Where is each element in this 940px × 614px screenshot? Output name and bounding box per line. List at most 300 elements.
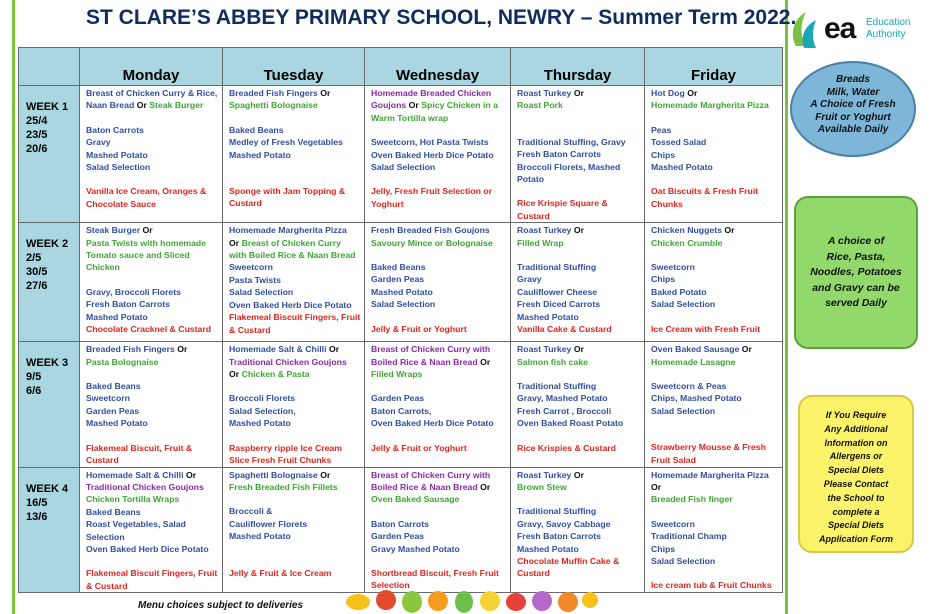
menu-text: Or bbox=[229, 237, 242, 248]
menu-line bbox=[517, 481, 641, 493]
menu-line bbox=[371, 323, 507, 335]
menu-cell-wednesday bbox=[365, 342, 511, 467]
menu-line bbox=[229, 324, 361, 336]
menu-text: Salmon fish cake bbox=[517, 356, 588, 367]
menu-text: Homemade Margherita Pizza bbox=[229, 225, 347, 236]
menu-line bbox=[517, 368, 641, 380]
menu-text: Salad Selection bbox=[371, 162, 436, 173]
menu-line bbox=[517, 173, 641, 185]
menu-line bbox=[651, 429, 779, 441]
menu-text: Or bbox=[185, 469, 197, 480]
menu-text: Tomato sauce and Sliced bbox=[86, 250, 190, 261]
menu-text: Garden Peas bbox=[371, 274, 425, 285]
menu-line bbox=[517, 405, 641, 417]
menu-text: Slice Fresh Fruit Chunks bbox=[229, 455, 332, 466]
menu-line bbox=[651, 469, 779, 481]
menu-text: Sweetcorn, Hot Pasta Twists bbox=[371, 137, 489, 148]
week-date: 9/5 bbox=[26, 371, 42, 384]
menu-text: Breast of Chicken Curry with bbox=[371, 344, 491, 355]
menu-cell-friday bbox=[645, 223, 783, 342]
logo-line: Authority bbox=[866, 29, 906, 40]
header-corner bbox=[19, 48, 80, 86]
menu-line bbox=[229, 430, 361, 442]
menu-text: & Custard bbox=[229, 324, 271, 335]
menu-text: Chips bbox=[651, 543, 676, 554]
menu-text: Yoghurt bbox=[371, 198, 404, 209]
menu-text: Pasta Twists bbox=[229, 274, 281, 285]
week-label: WEEK 4 bbox=[26, 482, 69, 495]
week-label: WEEK 1 bbox=[26, 101, 69, 113]
menu-cell-thursday bbox=[511, 342, 645, 467]
menu-text: Raspberry ripple Ice Cream bbox=[229, 442, 342, 453]
menu-text: Garden Peas bbox=[371, 393, 425, 404]
menu-text: Salad Selection, bbox=[229, 405, 296, 416]
menu-text: Traditional Stuffing, Gravy bbox=[517, 136, 626, 147]
menu-text: Gravy, Savoy Cabbage bbox=[517, 518, 611, 529]
menu-line bbox=[229, 343, 361, 355]
menu-line bbox=[371, 555, 507, 567]
menu-cell-tuesday bbox=[223, 223, 365, 342]
menu-text: Or bbox=[687, 88, 698, 98]
menu-line bbox=[229, 286, 361, 298]
menu-text: Sweetcorn bbox=[229, 262, 273, 273]
fruit-characters-icon bbox=[344, 582, 604, 614]
menu-line bbox=[229, 392, 361, 404]
side-text-line: A Choice of Fresh bbox=[810, 99, 896, 111]
menu-text: Salad Selection bbox=[371, 299, 436, 310]
menu-text: Oven Baked Roast Potato bbox=[517, 418, 624, 429]
menu-line bbox=[371, 149, 507, 161]
menu-text: Traditional Chicken Goujons bbox=[86, 481, 204, 492]
menu-line bbox=[371, 417, 507, 429]
menu-line bbox=[517, 356, 641, 368]
menu-line bbox=[651, 149, 779, 161]
menu-text: Breaded Fish Fingers bbox=[86, 344, 178, 355]
menu-line bbox=[651, 518, 779, 530]
menu-text: Baked Potato bbox=[651, 286, 707, 297]
menu-text: Homemade Salt & Chilli bbox=[229, 344, 329, 355]
menu-line bbox=[651, 161, 779, 173]
week-label: WEEK 2 bbox=[26, 238, 69, 251]
menu-line bbox=[651, 392, 779, 404]
menu-line bbox=[651, 368, 779, 380]
menu-line bbox=[229, 530, 361, 542]
menu-cell-thursday bbox=[511, 86, 645, 223]
menu-text: Sweetcorn & Peas bbox=[651, 381, 727, 392]
menu-text: Mashed Potato bbox=[229, 531, 291, 542]
menu-line bbox=[371, 261, 507, 273]
menu-text: Shortbread Biscuit, Fresh Fruit bbox=[371, 567, 499, 578]
menu-line bbox=[517, 273, 641, 285]
menu-text: Hot Dog bbox=[651, 88, 688, 98]
side-text-line: Information on bbox=[824, 437, 888, 448]
menu-line bbox=[229, 356, 361, 368]
menu-text: Rice Krispie Square & bbox=[517, 198, 608, 209]
menu-text: Breast of Chicken Curry bbox=[241, 237, 342, 248]
menu-line bbox=[229, 368, 361, 380]
menu-text: Savoury Mince or Bolognaise bbox=[371, 237, 493, 248]
menu-line bbox=[651, 323, 779, 335]
day-header-friday: Friday bbox=[645, 48, 783, 86]
menu-text: Or bbox=[320, 469, 331, 480]
menu-cell-monday bbox=[80, 467, 223, 593]
side-text-line: complete a bbox=[832, 506, 880, 517]
menu-line bbox=[86, 99, 219, 111]
menu-text: Tossed Salad bbox=[651, 137, 707, 148]
menu-text: Flakemeal Biscuit Fingers, Fruit bbox=[86, 568, 218, 579]
menu-text: Roast Turkey bbox=[517, 344, 574, 355]
menu-line bbox=[86, 124, 219, 136]
logo-line: Education bbox=[866, 17, 911, 28]
menu-text: Strawberry Mousse & Fresh bbox=[651, 442, 766, 453]
day-header-monday: Monday bbox=[80, 48, 223, 86]
menu-text: Steak Burger bbox=[86, 225, 143, 236]
menu-line bbox=[86, 185, 219, 197]
menu-text: Oven Baked Herb Dice Potato bbox=[371, 149, 494, 160]
menu-line bbox=[86, 442, 219, 454]
menu-text: Roast Pork bbox=[517, 100, 563, 111]
menu-text: Boiled Rice & Naan Bread bbox=[371, 356, 481, 367]
menu-text: Jelly, Fresh Fruit Selection or bbox=[371, 186, 493, 197]
menu-line bbox=[86, 417, 219, 429]
menu-text: Selection bbox=[371, 580, 410, 591]
menu-line bbox=[86, 405, 219, 417]
menu-line bbox=[229, 124, 361, 136]
menu-cell-wednesday bbox=[365, 86, 511, 223]
menu-text: Mashed Potato bbox=[86, 149, 148, 160]
menu-text: Sweetcorn bbox=[86, 393, 130, 404]
menu-text: Homemade Margherita Pizza bbox=[651, 100, 769, 111]
menu-line bbox=[371, 493, 507, 505]
menu-line bbox=[371, 368, 507, 380]
menu-text: Spicy Chicken in a bbox=[421, 100, 498, 111]
menu-line bbox=[229, 261, 361, 273]
week-date: 16/5 bbox=[26, 496, 48, 509]
menu-text: Fresh Baton Carrots bbox=[517, 531, 601, 542]
menu-text: Breaded Fish Fingers bbox=[229, 88, 321, 98]
menu-text: Salad Selection bbox=[651, 405, 716, 416]
menu-line bbox=[229, 224, 361, 236]
menu-text: Custard bbox=[86, 455, 119, 466]
menu-text: Steak Burger bbox=[149, 100, 204, 111]
menu-text: Salad Selection bbox=[229, 287, 294, 298]
menu-line bbox=[517, 505, 641, 517]
menu-text: Or bbox=[480, 356, 491, 367]
menu-line bbox=[517, 323, 641, 335]
menu-line bbox=[229, 299, 361, 311]
menu-line bbox=[371, 506, 507, 518]
page-title: ST CLARE’S ABBEY PRIMARY SCHOOL, NEWRY – Summer Term 2022. bbox=[86, 6, 797, 29]
menu-line bbox=[86, 198, 219, 210]
menu-line bbox=[517, 286, 641, 298]
menu-text: Mashed Potato bbox=[229, 418, 291, 429]
menu-line bbox=[371, 185, 507, 197]
day-header-thursday: Thursday bbox=[511, 48, 645, 86]
menu-text: Warm Tortilla wrap bbox=[371, 112, 449, 123]
menu-text: Homemade Margherita Pizza bbox=[651, 469, 769, 480]
menu-text: Oat Biscuits & Fresh Fruit bbox=[651, 186, 759, 197]
menu-line bbox=[229, 136, 361, 148]
menu-line bbox=[371, 87, 507, 99]
side-text-line: Fruit or Yoghurt bbox=[815, 111, 891, 123]
menu-text: Gravy bbox=[86, 137, 111, 148]
menu-text: Chips bbox=[651, 274, 676, 285]
menu-line bbox=[229, 87, 361, 99]
menu-text: Boiled Rice & Naan Bread bbox=[371, 481, 481, 492]
menu-line bbox=[517, 112, 641, 124]
menu-line bbox=[229, 274, 361, 286]
menu-cell-tuesday bbox=[223, 342, 365, 467]
menu-text: Jelly & Fruit or Yoghurt bbox=[371, 323, 467, 334]
menu-text: Gravy, Broccoli Florets bbox=[86, 286, 181, 297]
menu-line bbox=[229, 149, 361, 161]
menu-text: Fruit Salad bbox=[651, 454, 696, 465]
menu-text: Pasta Bolognaise bbox=[86, 356, 159, 367]
menu-line bbox=[371, 198, 507, 210]
menu-cell-monday bbox=[80, 223, 223, 342]
menu-line bbox=[517, 124, 641, 136]
menu-text: Fresh Baton Carrots bbox=[86, 299, 170, 310]
menu-line bbox=[651, 249, 779, 261]
menu-line bbox=[86, 343, 219, 355]
menu-text: Flakemeal Biscuit Fingers, Fruit bbox=[229, 312, 361, 323]
menu-text: Or bbox=[651, 481, 662, 492]
menu-text: Or bbox=[328, 344, 340, 355]
menu-line bbox=[229, 442, 361, 454]
menu-line bbox=[86, 286, 219, 298]
side-text-line: Breads bbox=[836, 74, 870, 85]
menu-text: Roast Turkey bbox=[517, 225, 574, 236]
menu-table bbox=[18, 47, 783, 593]
menu-text: Oven Baked Sausage bbox=[371, 494, 460, 505]
menu-line bbox=[371, 442, 507, 454]
menu-text: Potato bbox=[517, 174, 545, 185]
menu-text: Fresh Breaded Fish Fillets bbox=[229, 481, 338, 492]
menu-line bbox=[371, 392, 507, 404]
menu-line bbox=[517, 311, 641, 323]
menu-line bbox=[229, 505, 361, 517]
menu-text: Fresh Baton Carrots bbox=[517, 149, 601, 160]
menu-line bbox=[517, 530, 641, 542]
menu-text: Chicken bbox=[86, 262, 120, 273]
menu-line bbox=[371, 380, 507, 392]
menu-text: Selection bbox=[86, 531, 125, 542]
menu-text: Oven Baked Herb Dice Potato bbox=[229, 299, 352, 310]
menu-text: Garden Peas bbox=[371, 531, 425, 542]
side-text-line: the School to bbox=[827, 492, 885, 503]
menu-line bbox=[371, 298, 507, 310]
menu-text: Jelly & Fruit & Ice Cream bbox=[229, 567, 332, 578]
week-date: 27/6 bbox=[26, 280, 48, 293]
menu-text: Oven Baked Herb Dice Potato bbox=[86, 543, 209, 554]
menu-text: Baked Beans bbox=[229, 124, 284, 135]
menu-line bbox=[651, 530, 779, 542]
menu-text: Baked Beans bbox=[86, 381, 141, 392]
menu-line bbox=[651, 481, 779, 493]
menu-text: Breast of Chicken Curry with bbox=[371, 469, 491, 480]
menu-line bbox=[229, 197, 361, 209]
menu-line bbox=[517, 298, 641, 310]
side-text-line: served Daily bbox=[825, 297, 887, 309]
menu-text: Spaghetti Bolognaise bbox=[229, 100, 318, 111]
menu-text: Brown Stew bbox=[517, 481, 567, 492]
menu-line bbox=[371, 286, 507, 298]
menu-text: Ice Cream with Fresh Fruit bbox=[651, 323, 761, 334]
menu-line bbox=[229, 567, 361, 579]
week-date: 23/5 bbox=[26, 129, 48, 141]
menu-text: Homemade Breaded Chicken bbox=[371, 88, 492, 98]
menu-line bbox=[517, 469, 641, 481]
menu-text: Or bbox=[573, 88, 584, 98]
menu-text: Chicken & Pasta bbox=[241, 369, 310, 380]
day-header-row bbox=[19, 48, 783, 86]
menu-text: Mashed Potato bbox=[86, 311, 148, 322]
menu-line bbox=[371, 356, 507, 368]
menu-line bbox=[517, 99, 641, 111]
menu-line bbox=[229, 173, 361, 185]
menu-line bbox=[651, 298, 779, 310]
ea-logo-icon bbox=[790, 10, 824, 50]
menu-line bbox=[229, 237, 361, 249]
menu-line bbox=[651, 579, 779, 591]
menu-line bbox=[517, 442, 641, 454]
menu-line bbox=[371, 567, 507, 579]
day-header-tuesday: Tuesday bbox=[223, 48, 365, 86]
menu-line bbox=[229, 405, 361, 417]
menu-line bbox=[651, 185, 779, 197]
menu-text: Filled Wrap bbox=[517, 237, 564, 248]
menu-text: Mashed Potato bbox=[517, 311, 579, 322]
menu-text: Gravy Mashed Potato bbox=[371, 543, 460, 554]
allergen-info-box bbox=[798, 395, 914, 553]
menu-line bbox=[651, 543, 779, 555]
week-date: 25/4 bbox=[26, 115, 48, 127]
menu-line bbox=[371, 161, 507, 173]
menu-line bbox=[651, 417, 779, 429]
menu-line bbox=[651, 112, 779, 124]
menu-line bbox=[86, 518, 219, 530]
menu-text: Or bbox=[480, 481, 491, 492]
menu-line bbox=[371, 518, 507, 530]
menu-text: Ice cream tub & Fruit Chunks bbox=[651, 580, 772, 591]
footer-note: Menu choices subject to deliveries bbox=[138, 600, 304, 611]
menu-text: Sweetcorn bbox=[651, 518, 695, 529]
menu-text: Roast Turkey bbox=[517, 469, 574, 480]
menu-text: Broccoli Florets bbox=[229, 393, 296, 404]
side-text-line: Milk, Water bbox=[826, 86, 880, 98]
menu-line bbox=[371, 99, 507, 111]
menu-text: Or bbox=[573, 225, 584, 236]
menu-line bbox=[86, 298, 219, 310]
menu-text: Sponge with Jam Topping & bbox=[229, 186, 346, 197]
menu-line bbox=[651, 87, 779, 99]
menu-line bbox=[86, 87, 219, 99]
menu-text: Roast Turkey bbox=[517, 88, 574, 98]
menu-line bbox=[517, 392, 641, 404]
menu-text: Broccoli & bbox=[229, 506, 273, 517]
menu-line bbox=[86, 149, 219, 161]
menu-text: Or bbox=[573, 469, 584, 480]
menu-line bbox=[517, 543, 641, 555]
menu-line bbox=[371, 530, 507, 542]
menu-line bbox=[86, 380, 219, 392]
menu-line bbox=[517, 518, 641, 530]
menu-line bbox=[371, 237, 507, 249]
menu-text: Spaghetti Bolognaise bbox=[229, 469, 321, 480]
menu-text: Salad Selection bbox=[651, 555, 716, 566]
menu-cell-monday bbox=[80, 86, 223, 223]
week-row bbox=[19, 86, 783, 223]
menu-text: Breaded Fish finger bbox=[651, 494, 733, 505]
menu-line bbox=[651, 493, 779, 505]
menu-line bbox=[86, 323, 219, 335]
menu-text: Homemade Salt & Chilli bbox=[86, 469, 186, 480]
menu-line bbox=[86, 430, 219, 442]
menu-cell-monday bbox=[80, 342, 223, 467]
menu-line bbox=[651, 124, 779, 136]
menu-line bbox=[651, 380, 779, 392]
menu-line bbox=[371, 136, 507, 148]
menu-line bbox=[371, 469, 507, 481]
menu-cell-tuesday bbox=[223, 467, 365, 593]
logo-subtitle bbox=[866, 17, 910, 41]
week-label: WEEK 3 bbox=[26, 357, 69, 370]
menu-text: Flakemeal Biscuit, Fruit & bbox=[86, 442, 193, 453]
menu-text: Jelly & Fruit or Yoghurt bbox=[371, 442, 467, 453]
menu-line bbox=[229, 99, 361, 111]
menu-line bbox=[229, 555, 361, 567]
menu-line bbox=[651, 237, 779, 249]
menu-text: Traditional Chicken Goujons bbox=[229, 356, 347, 367]
menu-text: Or bbox=[136, 100, 150, 111]
menu-line bbox=[517, 136, 641, 148]
menu-line bbox=[517, 197, 641, 209]
menu-text: Or bbox=[573, 344, 584, 355]
menu-text: Traditional Stuffing bbox=[517, 262, 597, 273]
menu-text: Homemade Lasagne bbox=[651, 356, 736, 367]
menu-line bbox=[517, 343, 641, 355]
menu-line bbox=[229, 112, 361, 124]
menu-line bbox=[229, 161, 361, 173]
menu-line bbox=[651, 343, 779, 355]
side-text-line: Application Form bbox=[819, 534, 893, 545]
menu-text: Breast of Chicken Curry & Rice, bbox=[86, 88, 218, 98]
menu-cell-friday bbox=[645, 342, 783, 467]
week-label-cell bbox=[19, 223, 80, 342]
menu-line bbox=[86, 506, 219, 518]
menu-text: Sweetcorn bbox=[651, 262, 695, 273]
menu-text: Traditional Stuffing bbox=[517, 506, 597, 517]
menu-line bbox=[651, 173, 779, 185]
menu-line bbox=[517, 161, 641, 173]
menu-text: Traditional Champ bbox=[651, 531, 727, 542]
menu-text: Mashed Potato bbox=[86, 418, 148, 429]
menu-text: Chips bbox=[651, 149, 676, 160]
menu-text: Garden Peas bbox=[86, 405, 140, 416]
menu-text: Fresh Breaded Fish Goujons bbox=[371, 225, 490, 236]
side-text-line: Available Daily bbox=[817, 124, 889, 136]
menu-text: Naan Bread bbox=[86, 100, 137, 111]
menu-line bbox=[86, 555, 219, 567]
menu-text: Fresh Diced Carrots bbox=[517, 299, 601, 310]
day-header-wednesday: Wednesday bbox=[365, 48, 511, 86]
menu-line bbox=[371, 430, 507, 442]
menu-line bbox=[86, 249, 219, 261]
menu-line bbox=[517, 493, 641, 505]
menu-text: Oven Baked Sausage bbox=[651, 344, 742, 355]
menu-text: Custard bbox=[517, 210, 550, 221]
side-text-line: Rice, Pasta, bbox=[826, 250, 886, 263]
